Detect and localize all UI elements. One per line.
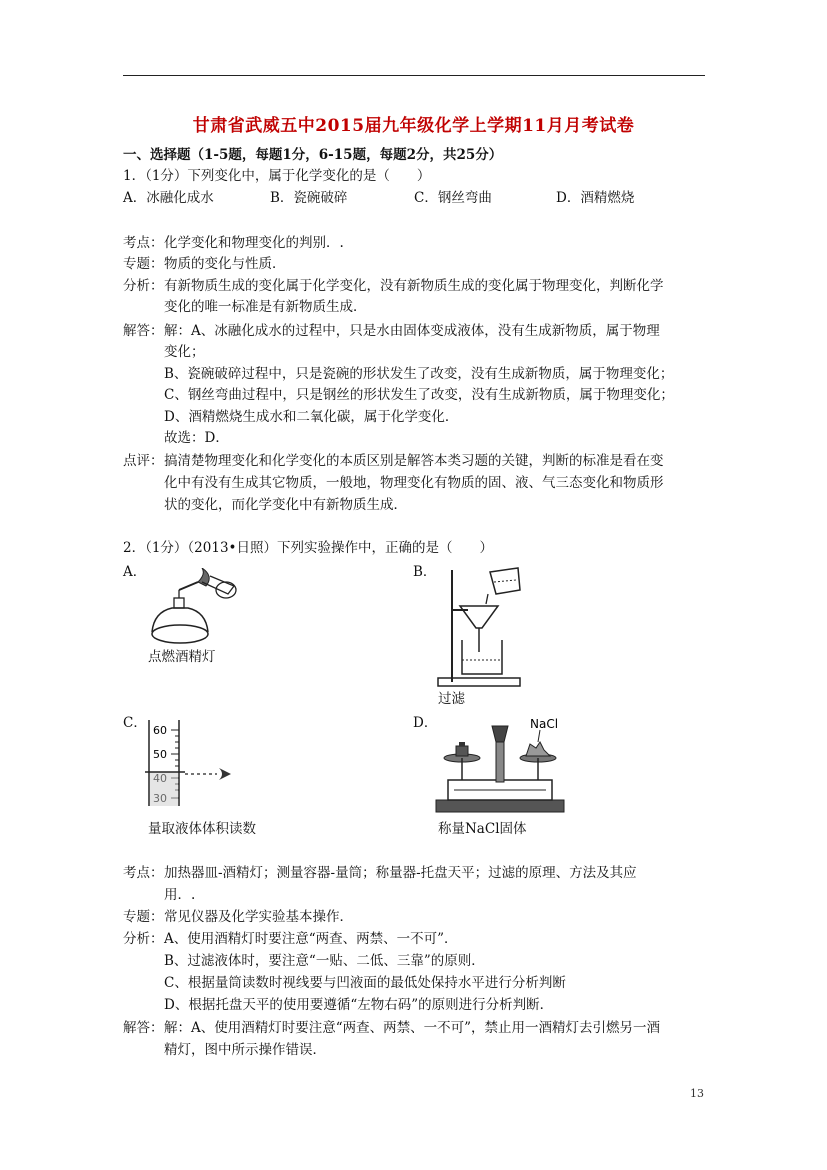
page-title: 甘肃省武威五中2015届九年级化学上学期11月月考试卷 <box>192 116 635 136</box>
q2-stem: 2．（1分）（2013•日照）下列实验操作中，正确的是（ ） <box>123 540 493 556</box>
q2-zhuanti: 常见仪器及化学实验基本操作． <box>164 909 353 925</box>
q1-jieda-line: C、钢丝弯曲过程中，只是钢丝的形状发生了改变，没有生成新物质，属于物理变化； <box>164 387 674 403</box>
q1-option-c: C．钢丝弯曲 <box>414 190 492 206</box>
q1-jieda-line: 解：A、冰融化成水的过程中，只是水由固体变成液体，没有生成新物质，属于物理 <box>164 323 660 339</box>
q1-stem: 1．（1分）下列变化中，属于化学变化的是（ ） <box>123 168 431 184</box>
q1-fenxi-label: 分析： <box>123 278 164 294</box>
q1-option-a: A．冰融化成水 <box>123 190 214 206</box>
q1-option-d: D．酒精燃烧 <box>556 190 635 206</box>
q1-dianping-line: 化中有没有生成其它物质，一般地，物理变化有物质的固、液、气三态变化和物质形 <box>164 475 664 491</box>
q2-option-b-letter: B． <box>413 564 437 580</box>
q1-jieda-line: 变化； <box>164 344 205 360</box>
q2-kaodian-line: 用．. <box>164 887 196 903</box>
filtration-illustration <box>432 560 532 690</box>
q2-option-b-caption: 过滤 <box>438 691 465 707</box>
q1-dianping-label: 点评： <box>123 453 164 469</box>
q1-jieda-line: D、酒精燃烧生成水和二氧化碳，属于化学变化． <box>164 409 459 425</box>
q2-jieda-line: 精灯，图中所示操作错误． <box>164 1042 326 1058</box>
q1-jieda-label: 解答： <box>123 323 164 339</box>
q1-jieda-line: 故选：D． <box>164 430 229 446</box>
cylinder-tick-label: 50 <box>153 748 167 761</box>
balance-nacl-label: NaCl <box>530 717 559 731</box>
q2-jieda-line: 解：A、使用酒精灯时要注意“两查、两禁、一不可”，禁止用一酒精灯去引燃另一酒 <box>164 1020 661 1036</box>
q2-fenxi-line: C、根据量筒读数时视线要与凹液面的最低处保持水平进行分析判断 <box>164 975 566 991</box>
q2-kaodian-line: 加热器皿-酒精灯；测量容器-量筒；称量器-托盘天平；过滤的原理、方法及其应 <box>164 865 637 881</box>
alcohol-lamp-illustration <box>140 568 240 646</box>
q2-option-c-letter: C． <box>123 715 147 731</box>
q2-option-a-letter: A． <box>123 564 147 580</box>
q2-kaodian-label: 考点： <box>123 865 164 881</box>
q2-option-a-caption: 点燃酒精灯 <box>148 649 216 665</box>
q2-fenxi-line: B、过滤液体时，要注意“一贴、二低、三靠”的原则． <box>164 953 485 969</box>
graduated-cylinder-illustration <box>145 716 245 808</box>
page-number: 13 <box>690 1087 704 1100</box>
q1-jieda-line: B、瓷碗破碎过程中，只是瓷碗的形状发生了改变，没有生成新物质，属于物理变化； <box>164 366 674 382</box>
q1-dianping-line: 状的变化，而化学变化中有新物质生成． <box>164 497 407 513</box>
q1-fenxi-line: 有新物质生成的变化属于化学变化，没有新物质生成的变化属于物理变化，判断化学 <box>164 278 664 294</box>
cylinder-tick-label: 60 <box>153 724 167 737</box>
q1-fenxi-line: 变化的唯一标准是有新物质生成． <box>164 299 367 315</box>
q1-option-b: B．瓷碗破碎 <box>270 190 348 206</box>
header-rule <box>123 75 705 76</box>
section-heading: 一、选择题（1-5题，每题1分，6-15题，每题2分，共25分） <box>123 147 503 163</box>
q2-option-c-caption: 量取液体体积读数 <box>148 821 256 837</box>
q2-option-d-caption: 称量NaCl固体 <box>438 821 527 837</box>
q2-jieda-label: 解答： <box>123 1020 164 1036</box>
q2-fenxi-line: A、使用酒精灯时要注意“两查、两禁、一不可”． <box>164 931 458 947</box>
q2-fenxi-label: 分析： <box>123 931 164 947</box>
q2-fenxi-line: D、根据托盘天平的使用要遵循“左物右码”的原则进行分析判断． <box>164 997 554 1013</box>
q1-kaodian-label: 考点： <box>123 235 164 251</box>
q1-zhuanti: 物质的变化与性质． <box>164 256 286 272</box>
q2-option-d-letter: D． <box>413 715 438 731</box>
q1-kaodian: 化学变化和物理变化的判别．. <box>164 235 344 251</box>
balance-illustration <box>432 712 572 816</box>
q1-zhuanti-label: 专题： <box>123 256 164 272</box>
q2-zhuanti-label: 专题： <box>123 909 164 925</box>
q1-dianping-line: 搞清楚物理变化和化学变化的本质区别是解答本类习题的关键，判断的标准是看在变 <box>164 453 664 469</box>
